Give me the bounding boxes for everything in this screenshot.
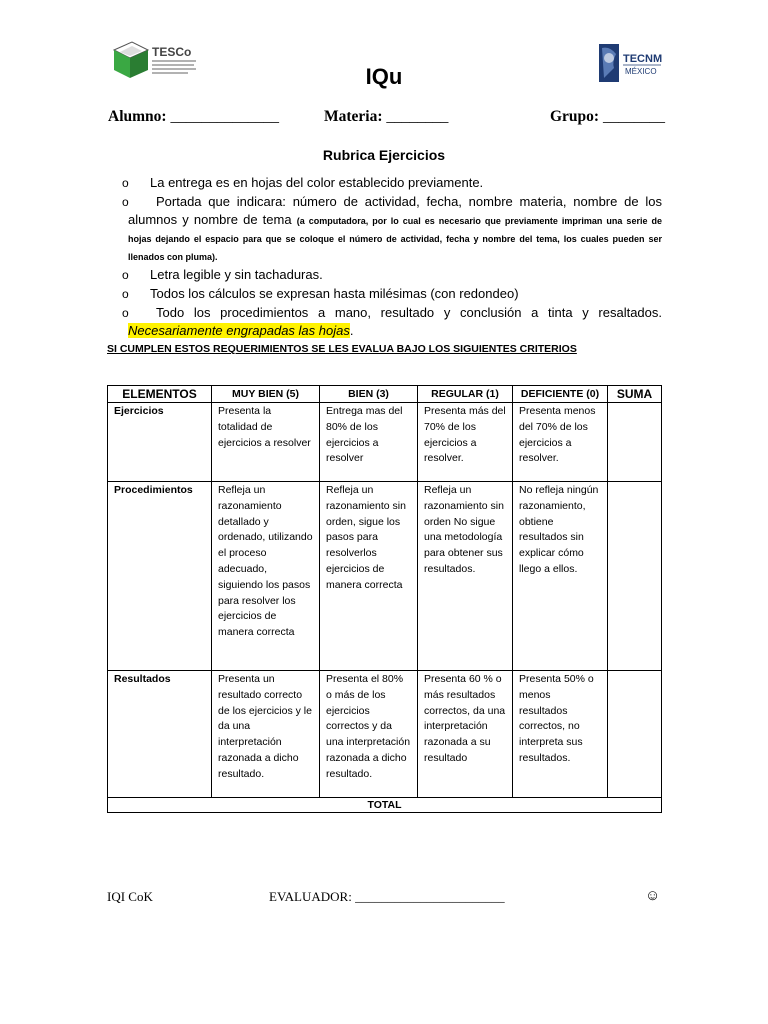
bullet-icon: o [122, 195, 129, 209]
rubric-title: Rubrica Ejercicios [322, 147, 446, 163]
materia-field [324, 108, 448, 126]
list-item [122, 266, 662, 284]
column-header: SUMA [608, 386, 662, 403]
requirement-main: Portada que indicara: número de actividad, fecha, nombre materia, nombre de los alumnos y nombre de tema [128, 194, 662, 227]
column-header: DEFICIENTE (0) [513, 386, 608, 403]
tecnm-logo-icon [595, 42, 665, 84]
requirement-text: Todos los cálculos se expresan hasta milésimas (con redondeo) [150, 286, 519, 301]
table-total-row [108, 798, 662, 813]
cell-suma [608, 403, 662, 482]
column-header: ELEMENTOS [108, 386, 212, 403]
requirement-main: Todo los procedimientos a mano, resultado y conclusión a tinta y resaltados. [156, 305, 662, 320]
requirement-text: Letra legible y sin tachaduras. [150, 267, 323, 282]
cell-regular: Presenta 60 % o más resultados correctos, da una interpretación razonada a su resultado [418, 671, 513, 798]
grupo-field [550, 108, 665, 126]
rubric-table [107, 385, 662, 813]
requirement-text [128, 304, 662, 340]
requirement-note: (a computadora, por lo cual es necesario que previamente impriman una serie de hojas dejando el espacio para que se coloque el número de actividad, fecha y nombre del tema, los cuales pueden ser llenados con pluma). [128, 216, 662, 262]
row-element: Procedimientos [108, 482, 212, 671]
tecnm-logo-text: TECNM [623, 53, 663, 65]
criteria-heading: SI CUMPLEN ESTOS REQUERIMIENTOS SE LES EVALUA BAJO LOS SIGUIENTES CRITERIOS [107, 343, 577, 355]
table-header-row [108, 386, 662, 403]
total-label: TOTAL [108, 798, 662, 813]
bullet-icon: o [122, 268, 129, 282]
materia-blank: ________ [386, 108, 449, 125]
bullet-icon: o [122, 176, 129, 190]
column-header: REGULAR (1) [418, 386, 513, 403]
table-row [108, 671, 662, 798]
cell-deficiente: Presenta 50% o menos resultados correctos, no interpreta sus resultados. [513, 671, 608, 798]
materia-label: Materia: [324, 108, 383, 125]
row-element: Ejercicios [108, 403, 212, 482]
cell-regular: Presenta más del 70% de los ejercicios a resolver. [418, 403, 513, 482]
table-row [108, 482, 662, 671]
requirement-text [128, 193, 662, 265]
grupo-blank: ________ [602, 108, 665, 125]
highlighted-requirement: Necesariamente engrapadas las hojas [128, 323, 350, 338]
requirements-list [122, 174, 662, 341]
table-row [108, 403, 662, 482]
row-element: Resultados [108, 671, 212, 798]
requirement-text: La entrega es en hojas del color establecido previamente. [150, 175, 484, 190]
cell-deficiente: No refleja ningún razonamiento, obtiene resultados sin explicar cómo llego a ellos. [513, 482, 608, 671]
alumno-label: Alumno: [108, 108, 167, 125]
cell-bien: Presenta el 80% o más de los ejercicios correctos y da una interpretación razonada a dicho resultado. [320, 671, 418, 798]
document-title: IQu [365, 64, 403, 89]
tecnm-logo-subtext: MÉXICO [625, 67, 657, 76]
cell-muy-bien: Refleja un razonamiento detallado y ordenado, utilizando el proceso adecuado, siguiendo los pasos para resolver los ejercicios de manera correcta [212, 482, 320, 671]
grupo-label: Grupo: [550, 108, 600, 125]
cell-bien: Refleja un razonamiento sin orden, sigue los pasos para resolverlos ejercicios de manera correcta [320, 482, 418, 671]
cell-suma [608, 482, 662, 671]
cell-muy-bien: Presenta un resultado correcto de los ejercicios y le da una interpretación razonada a dicho resultado. [212, 671, 320, 798]
bullet-icon: o [122, 306, 129, 320]
tecnm-logo [595, 42, 665, 84]
footer-code: IQI CoK [107, 889, 153, 904]
column-header: BIEN (3) [320, 386, 418, 403]
cell-muy-bien: Presenta la totalidad de ejercicios a resolver [212, 403, 320, 482]
list-item [122, 285, 662, 303]
column-header: MUY BIEN (5) [212, 386, 320, 403]
alumno-field [108, 108, 279, 126]
list-item [122, 304, 662, 340]
footer [107, 889, 662, 909]
bullet-icon: o [122, 287, 129, 301]
list-item [122, 174, 662, 192]
evaluador-field: EVALUADOR: _______________________ [269, 889, 505, 904]
student-info-row [108, 108, 665, 130]
cell-bien: Entrega mas del 80% de los ejercicios a resolver [320, 403, 418, 482]
smiley-icon: ☺ [645, 888, 661, 904]
tesco-logo-text: TESCo [152, 45, 192, 59]
cell-regular: Refleja un razonamiento sin orden No sigue una metodología para obtener sus resultados. [418, 482, 513, 671]
cell-suma [608, 671, 662, 798]
list-item [122, 193, 662, 265]
requirement-end: . [349, 323, 354, 338]
alumno-blank: ______________ [170, 108, 279, 125]
cell-deficiente: Presenta menos del 70% de los ejercicios a resolver. [513, 403, 608, 482]
